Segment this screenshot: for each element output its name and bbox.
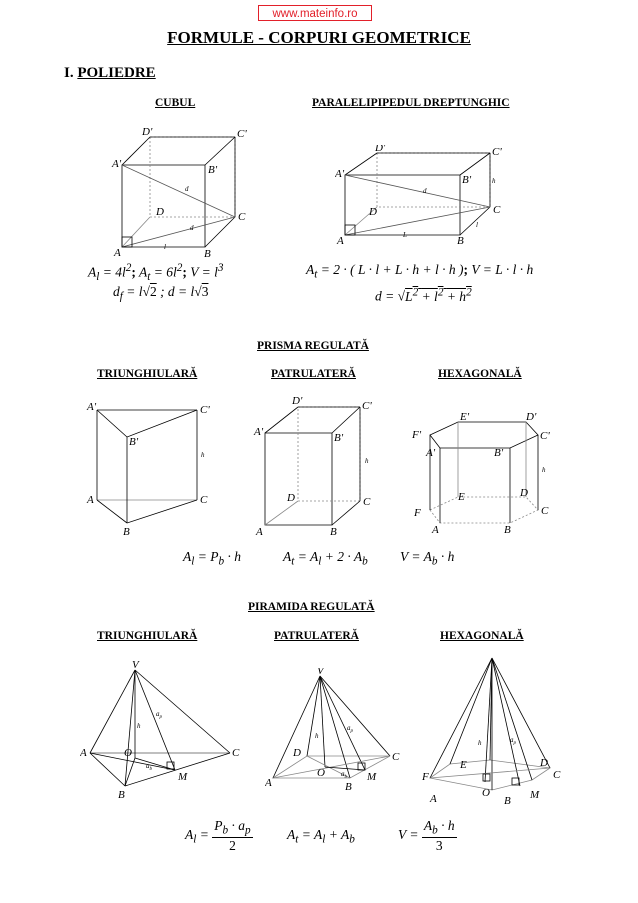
pyr-tri-label: M — [178, 771, 188, 783]
pyr-quad-label: O — [317, 767, 325, 779]
pyramid-tri-figure — [80, 658, 245, 803]
section-number: I. — [64, 65, 74, 81]
svg-text:ap: $a_p$ — [156, 710, 162, 720]
par-front-face — [345, 175, 460, 235]
prism-tri-label: h — [201, 451, 205, 459]
prism-hex-label: D — [520, 487, 528, 499]
pyr-quad-label: V — [317, 668, 324, 677]
pyr-quad-label: C — [392, 751, 400, 763]
par-label: l — [476, 221, 478, 229]
prism-tri-label: B' — [129, 436, 139, 448]
pyr-tri-label: O — [124, 747, 132, 759]
prism-tri-figure — [85, 395, 220, 535]
pyramid-hex-figure — [420, 650, 570, 808]
cube-label: C' — [237, 128, 247, 140]
cube-label: A — [114, 247, 121, 259]
cube-label: C — [238, 211, 246, 223]
cube-label: B — [204, 248, 211, 260]
pyramid-quad-figure — [265, 668, 405, 793]
par-formula-1: $A_t = 2$ · ( L · l + L · h + l · h ); V = L · l · h — [306, 262, 534, 281]
par-label: d — [423, 187, 427, 195]
pyr-hex-label: h — [478, 739, 482, 747]
pyramid-hex-heading: HEXAGONALĂ — [440, 630, 524, 642]
pyramid-quad-heading: PATRULATERĂ — [274, 630, 359, 642]
par-label: A — [337, 235, 344, 245]
prism-heading: PRISMA REGULATĂ — [257, 340, 369, 352]
par-label: L — [403, 231, 407, 239]
pyr-quad-label: A — [265, 777, 272, 789]
pyramid-heading: PIRAMIDA REGULATĂ — [248, 601, 375, 613]
prism-hex-label: C — [541, 505, 549, 517]
pyr-tri-label: V — [132, 659, 139, 671]
pyr-hex-label: M — [530, 789, 540, 801]
section-name: POLIEDRE — [77, 65, 156, 81]
cube-formula-2: $d_f = l√2$ ; d = l√3 — [113, 284, 209, 303]
prism-formula-total: $A_t = A_l + 2 \cdot A_b$ — [283, 549, 368, 568]
prism-quad-label: A' — [254, 426, 264, 438]
prism-hex-label: E — [458, 491, 465, 503]
prism-quad-label: A — [256, 526, 263, 538]
pyr-tri-label: C — [232, 747, 240, 759]
pyr-quad-label: D — [293, 747, 301, 759]
pyr-tri-label: h — [137, 722, 141, 730]
prism-tri-label: B — [123, 526, 130, 535]
pyr-hex-label: C — [553, 769, 561, 781]
par-label: D' — [375, 145, 386, 154]
par-label: B' — [462, 174, 472, 186]
prism-hex-label: A — [432, 524, 439, 535]
pyr-hex-label: F — [422, 771, 429, 783]
cube-label: d — [190, 224, 194, 232]
pyr-tri-label: B — [118, 789, 125, 801]
prism-tri-label: C — [200, 494, 208, 506]
prism-quad-heading: PATRULATERĂ — [271, 368, 356, 380]
cube-formula-1: $A_l = 4l^2$; $A_t = 6l^2$; $V = l^3$ — [88, 262, 224, 284]
par-label: C — [493, 204, 501, 216]
prism-quad-label: D — [287, 492, 295, 504]
prism-quad-label: h — [365, 457, 369, 465]
par-label: D — [369, 206, 377, 218]
pyr-hex-label: O — [482, 787, 490, 799]
pyr-quad-label: h — [315, 732, 319, 740]
prism-hex-figure — [408, 410, 553, 535]
prism-quad-label: B — [330, 526, 337, 538]
prism-hex-label: F' — [412, 429, 422, 441]
parallelepiped-heading: PARALELIPIPEDUL DREPTUNGHIC — [312, 97, 510, 109]
par-label: B — [457, 235, 464, 245]
pyr-hex-label: D — [540, 757, 548, 769]
cube-label: d — [185, 185, 189, 193]
cube-heading: CUBUL — [155, 97, 196, 109]
par-label: C' — [492, 146, 502, 158]
prism-quad-label: C — [363, 496, 371, 508]
prism-hex-label: E' — [460, 411, 470, 423]
page-title: FORMULE - CORPURI GEOMETRICE — [167, 28, 471, 47]
prism-hex-label: h — [542, 466, 546, 474]
svg-text:ab: $a_b$ — [341, 770, 347, 780]
parallelepiped-figure — [335, 145, 520, 245]
site-url[interactable]: www.mateinfo.ro — [258, 5, 372, 21]
prism-hex-label: F — [414, 507, 421, 519]
svg-text:ap: $a_p$ — [510, 736, 516, 746]
cube-label: B' — [208, 164, 218, 176]
prism-tri-label: C' — [200, 404, 210, 416]
pyramid-tri-heading: TRIUNGHIULARĂ — [97, 630, 198, 642]
svg-text:ap: $a_p$ — [347, 724, 353, 734]
par-label: A' — [335, 168, 345, 180]
cube-label: l — [164, 243, 166, 251]
pyramid-formula-total: $A_t = A_l + A_b$ — [287, 827, 355, 846]
prism-quad-figure — [250, 393, 385, 538]
pyramid-formula-volume: V = $\frac{A_b \cdot h}{3}$ — [398, 818, 455, 853]
prism-tri-label: A' — [87, 401, 97, 413]
prism-formula-volume: $V = A_b \cdot h$ — [400, 549, 455, 568]
prism-formula-lateral: $A_l = P_b \cdot h$ — [183, 549, 241, 568]
cube-label: D — [156, 206, 164, 218]
prism-quad-label: B' — [334, 432, 344, 444]
section-heading — [64, 65, 156, 82]
pyr-hex-label: A — [430, 793, 437, 805]
par-back-face — [377, 153, 490, 207]
cube-label: A' — [112, 158, 122, 170]
prism-hex-label: A' — [426, 447, 436, 459]
pyr-quad-label: M — [367, 771, 377, 783]
par-formula-2: $d = √L^2 + l^2 + h^2$ — [375, 286, 472, 304]
prism-hex-label: D' — [526, 411, 537, 423]
prism-hex-label: C' — [540, 430, 550, 442]
prism-hex-label: B — [504, 524, 511, 535]
par-label: h — [492, 177, 496, 185]
prism-tri-label: A — [87, 494, 94, 506]
pyramid-formula-lateral: $A_l$ = $\frac{P_b \cdot a_p}{2}$ — [185, 818, 251, 853]
prism-quad-label: C' — [362, 400, 372, 412]
cube-diagonal — [122, 165, 235, 217]
prism-hex-label: B' — [494, 447, 504, 459]
prism-tri-heading: TRIUNGHIULARĂ — [97, 368, 198, 380]
pyr-quad-label: B — [345, 781, 352, 793]
prism-quad-label: D' — [292, 395, 303, 407]
cube-figure — [100, 125, 270, 260]
svg-text:ab: $a_b$ — [146, 762, 152, 772]
pyr-tri-label: A — [80, 747, 87, 759]
pyr-hex-label: B — [504, 795, 511, 807]
cube-label: D' — [142, 126, 153, 138]
pyr-hex-label: E — [460, 759, 467, 771]
prism-hex-heading: HEXAGONALĂ — [438, 368, 522, 380]
